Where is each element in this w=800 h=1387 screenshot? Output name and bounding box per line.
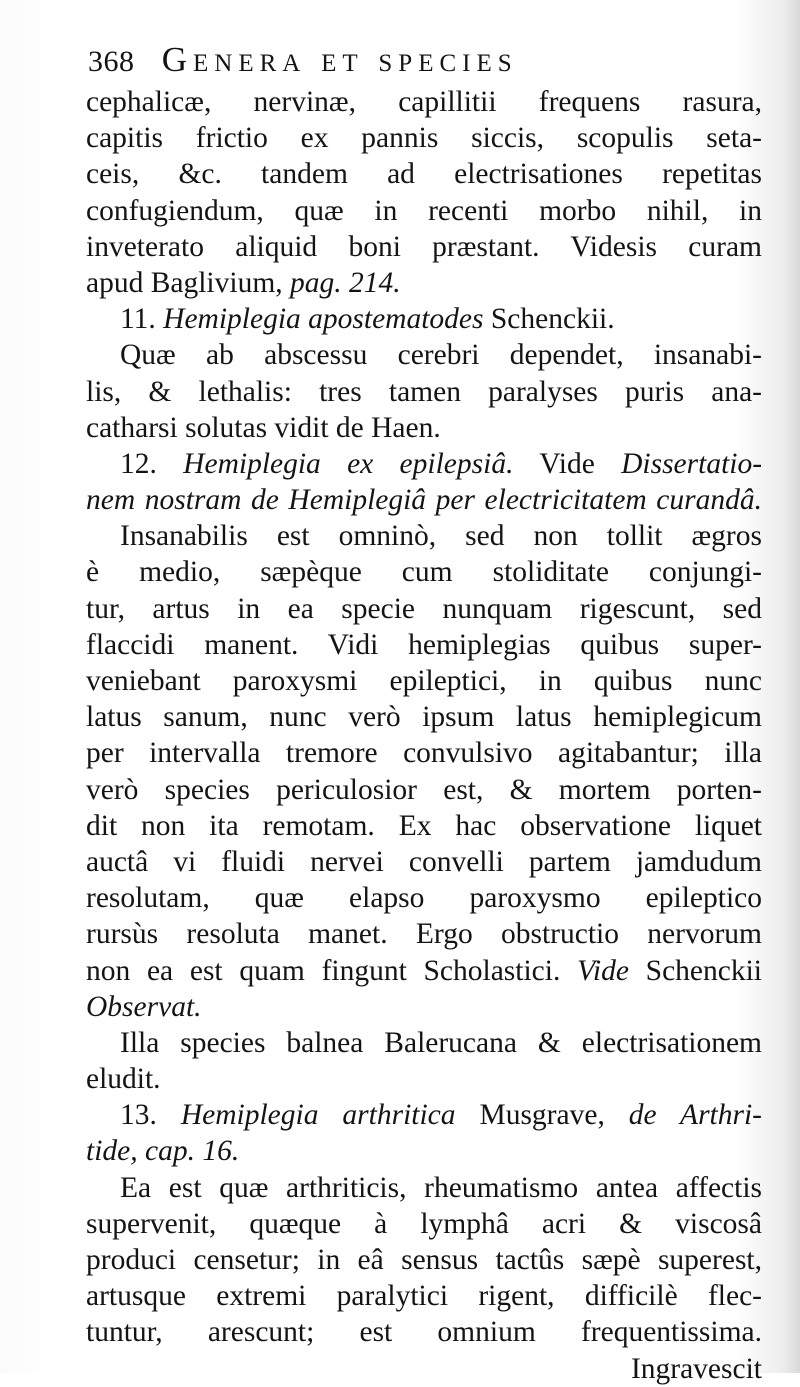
reference: Dissertatio- — [621, 447, 763, 480]
page-reference: pag. 214. — [290, 266, 401, 299]
text-line: ceis, &c. tandem ad electrisationes repetitas — [86, 158, 762, 191]
text-line: supervenit, quæque à lymphâ acri & viscosâ — [86, 1207, 762, 1240]
text-line: artusque extremi paralytici rigent, difficilè flec- — [86, 1280, 762, 1313]
section-number: 12. — [120, 447, 157, 480]
text-line: produci censetur; in eâ sensus tactûs sæpè superest, — [86, 1244, 762, 1276]
reference: tide, cap. 16. — [86, 1135, 240, 1168]
text-line: tur, artus in ea specie nunquam rigescunt, sed — [86, 592, 762, 625]
text-line: flaccidi manent. Vidi hemiplegias quibus super- — [86, 628, 762, 661]
body-text — [86, 84, 762, 1387]
reference: nem nostram de Hemiplegiâ per electricitatem curandâ. — [86, 484, 762, 517]
section-author: Schenckii. — [490, 303, 615, 336]
text-line: Insanabilis est omninò, sed non tollit ægros — [120, 520, 762, 553]
vide-label: Vide — [577, 954, 629, 987]
text-line: dit non ita remotam. Ex hac observatione liquet — [86, 809, 762, 842]
section-title: Hemiplegia apostematodes — [163, 303, 484, 336]
section-number: 13. — [120, 1099, 157, 1132]
text-line: rursùs resoluta manet. Ergo obstructio nervorum — [86, 918, 762, 951]
text-line: per intervalla tremore convulsivo agitabantur; illa — [86, 737, 762, 770]
text-line: resolutam, quæ elapso paroxysmo epileptico — [86, 882, 762, 915]
page-header — [88, 40, 768, 88]
section-title: Hemiplegia ex epilepsiâ. — [183, 447, 514, 480]
vide-label: Vide — [539, 447, 595, 480]
section-heading-13 — [86, 1097, 762, 1133]
section-title: Hemiplegia arthritica — [180, 1099, 456, 1132]
text-line: cephalicæ, nervinæ, capillitii frequens rasura, — [86, 86, 762, 118]
section-heading-12 — [86, 446, 762, 482]
reference: de Arthri- — [628, 1099, 762, 1132]
section-number: 11. — [120, 303, 156, 336]
text-line — [86, 265, 762, 301]
text-line: eludit. — [86, 1063, 161, 1096]
text-line: verò species periculosior est, & mortem porten- — [86, 773, 762, 806]
reference-line — [86, 989, 762, 1025]
text-line: Ea est quæ arthriticis, rheumatismo antea affectis — [120, 1171, 762, 1204]
text-line — [86, 953, 762, 989]
text-line: lis, & lethalis: tres tamen paralyses puris ana- — [86, 375, 762, 408]
section-author: Musgrave, — [479, 1099, 605, 1132]
text-line: confugiendum, quæ in recenti morbo nihil, in — [86, 194, 762, 227]
page-number: 368 — [88, 45, 135, 78]
text-line: veniebant paroxysmi epileptici, in quibus nunc — [86, 665, 762, 697]
text-line: capitis frictio ex pannis siccis, scopulis seta- — [86, 122, 762, 155]
text-fragment: apud Baglivium, — [86, 266, 291, 299]
running-head: Genera et species — [161, 40, 518, 79]
section-heading-11 — [86, 301, 762, 337]
text-line: catharsi solutas vidit de Haen. — [86, 411, 441, 444]
catchword: Ingravescit — [630, 1352, 762, 1385]
reference-line — [86, 1133, 762, 1169]
author-name: Schenckii — [645, 954, 763, 987]
text-line: inveterato aliquid boni præstant. Videsis curam — [86, 230, 762, 263]
text-line: latus sanum, nunc verò ipsum latus hemiplegicum — [86, 701, 762, 734]
text-line: auctâ vi fluidi nervei convelli partem jamdudum — [86, 845, 762, 878]
text-line: è medio, sæpèque cum stoliditate conjungi- — [86, 556, 762, 589]
reference-line — [86, 482, 762, 518]
reference: Observat. — [86, 990, 202, 1023]
text-line: Illa species balnea Balerucana & electrisationem — [120, 1026, 762, 1059]
text-line: Quæ ab abscessu cerebri dependet, insanabi- — [120, 339, 762, 372]
text-line: tuntur, arescunt; est omnium frequentissima. — [86, 1316, 762, 1349]
text-fragment: non ea est quam fingunt Scholastici. — [86, 954, 561, 987]
